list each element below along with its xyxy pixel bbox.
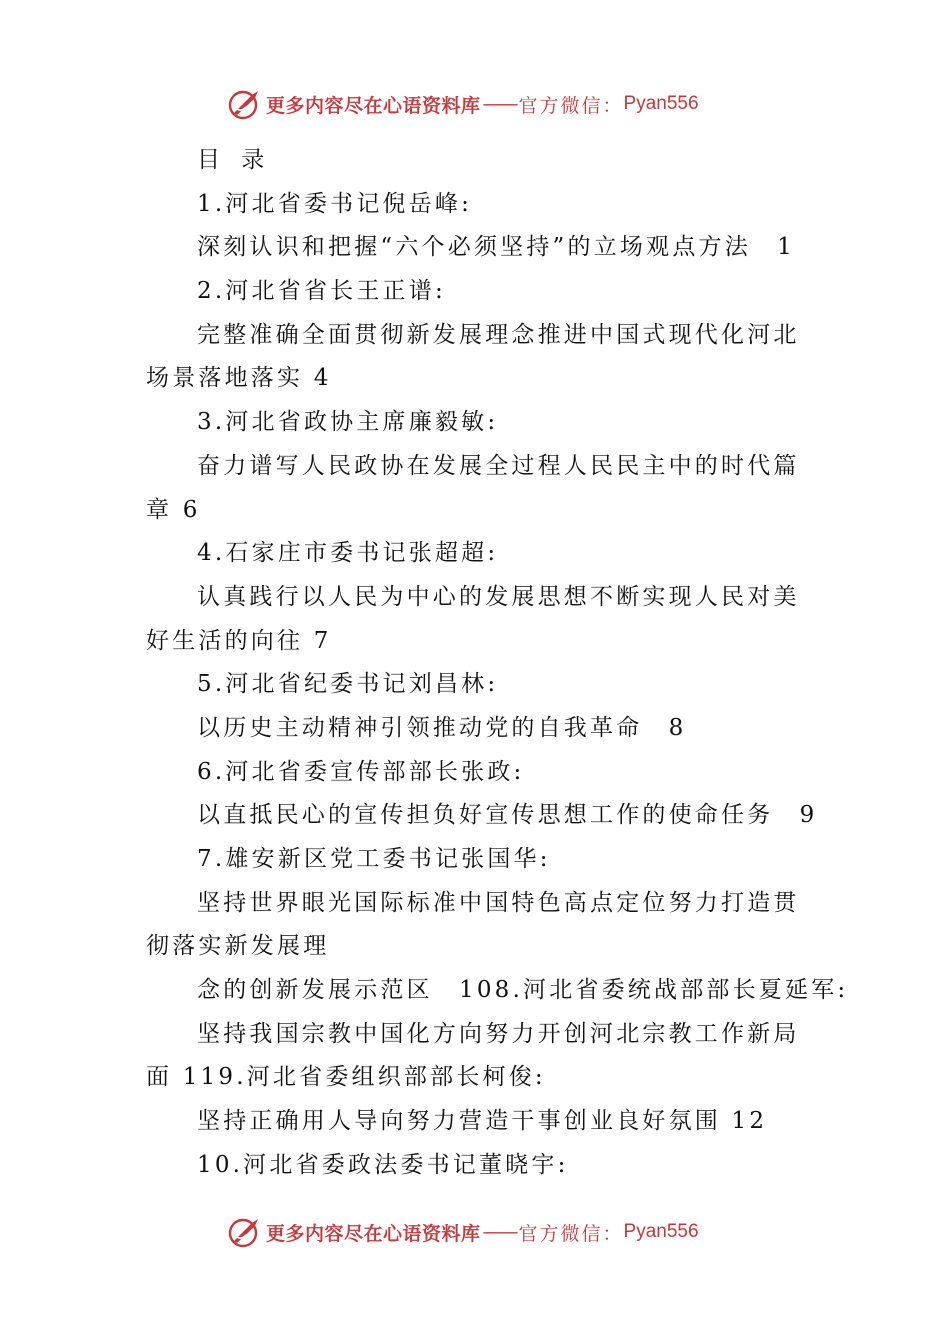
banner-text: 更多内容尽在心语资料库	[266, 1222, 481, 1245]
toc-line: 完整准确全面贯彻新发展理念推进中国式现代化河北	[197, 321, 800, 348]
pen-logo-icon	[228, 1215, 262, 1249]
toc-line: 5.河北省纪委书记刘昌林:	[197, 671, 499, 698]
toc-line: 好生活的向往 7	[146, 627, 332, 654]
toc-line: 坚持正确用人导向努力营造干事创业良好氛围 12	[197, 1108, 768, 1135]
toc-line: 1.河北省委书记倪岳峰:	[197, 190, 473, 217]
toc-line: 以历史主动精神引领推动党的自我革命 8	[197, 714, 687, 741]
banner-wechat-id: Pyan556	[623, 93, 699, 114]
banner-text: 更多内容尽在心语资料库	[266, 94, 481, 117]
toc-line: 2.河北省省长王正谱:	[197, 278, 446, 305]
toc-line: 彻落实新发展理	[146, 933, 330, 960]
toc-line: 以直抵民心的宣传担负好宣传思想工作的使命任务 9	[197, 802, 818, 829]
toc-line: 认真践行以人民为中心的发展思想不断实现人民对美	[197, 583, 800, 610]
toc-line: 奋力谱写人民政协在发展全过程人民民主中的时代篇	[197, 452, 800, 479]
toc-content	[146, 139, 849, 1188]
toc-line: 场景落地落实 4	[146, 365, 332, 392]
toc-heading: 目 录	[197, 147, 268, 173]
toc-line: 章 6	[146, 496, 201, 523]
toc-line: 面 119.河北省委组织部部长柯俊:	[146, 1064, 546, 1091]
banner-wechat-label: 官方微信：	[518, 1222, 624, 1245]
toc-line: 坚持世界眼光国际标准中国特色高点定位努力打造贯	[197, 889, 800, 916]
toc-line: 4.石家庄市委书记张超超:	[197, 540, 499, 567]
toc-line: 6.河北省委宣传部部长张政:	[197, 758, 525, 785]
toc-line: 坚持我国宗教中国化方向努力开创河北宗教工作新局	[197, 1020, 800, 1047]
banner-dash: ——	[482, 93, 517, 115]
toc-line: 3.河北省政协主席廉毅敏:	[197, 409, 499, 436]
banner-wechat-label: 官方微信：	[518, 94, 624, 117]
footer-banner	[228, 1212, 748, 1252]
toc-line: 7.雄安新区党工委书记张国华:	[197, 846, 551, 872]
banner-wechat-id: Pyan556	[623, 1221, 699, 1242]
pen-logo-icon	[228, 87, 262, 121]
toc-line: 10.河北省委政法委书记董晓宇:	[197, 1151, 569, 1178]
banner-dash: ——	[482, 1221, 517, 1243]
toc-line: 念的创新发展示范区 108.河北省委统战部部长夏延军:	[197, 977, 849, 1004]
header-banner	[228, 84, 748, 124]
toc-line: 深刻认识和把握“六个必须坚持”的立场观点方法 1	[197, 234, 795, 261]
